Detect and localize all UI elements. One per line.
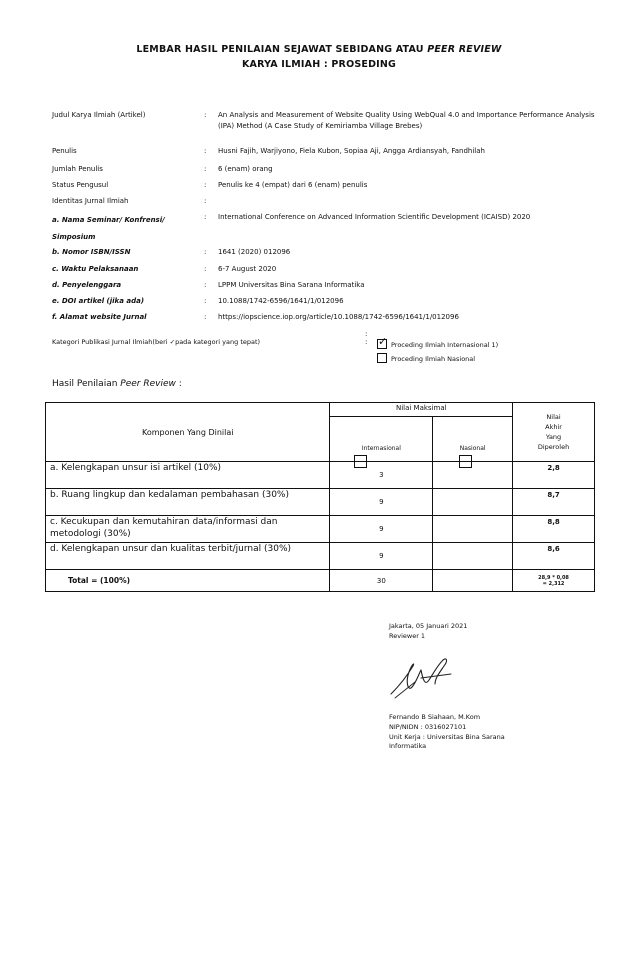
kategori-option-nasional: Proceding Ilmiah Nasional bbox=[391, 355, 476, 363]
grade-table bbox=[45, 402, 595, 592]
checkbox-internasional[interactable] bbox=[377, 335, 388, 349]
table-row: b. Ruang lingkup dan kedalaman pembahasan (30%) 9 8,7 bbox=[46, 489, 595, 516]
reviewer-unit-cont: Informatika bbox=[389, 742, 427, 750]
reviewer-nip: NIP/NIDN : 0316027101 bbox=[389, 723, 467, 731]
box-internasional bbox=[354, 455, 367, 468]
checkbox-nasional[interactable] bbox=[377, 353, 387, 363]
handwritten-signature bbox=[385, 652, 465, 702]
signature-role: Reviewer 1 bbox=[389, 632, 426, 640]
document-title-line1: LEMBAR HASIL PENILAIAN SEJAWAT SEBIDANG ATAU PEER REVIEW bbox=[136, 44, 502, 55]
header-komponen: Komponen Yang Dinilai bbox=[46, 403, 330, 462]
table-row: d. Kelengkapan unsur dan kualitas terbit/jurnal (30%) 9 8,6 bbox=[46, 543, 595, 570]
reviewer-name: Fernando B Siahaan, M.Kom bbox=[389, 713, 481, 721]
checkmark-icon: ✓ bbox=[378, 335, 388, 348]
kategori-option-internasional: Proceding Ilmiah Internasional 1) bbox=[391, 341, 499, 349]
document-title-line2: KARYA ILMIAH : PROSEDING bbox=[241, 59, 397, 70]
hasil-heading: Hasil Penilaian Peer Review : bbox=[52, 379, 182, 389]
header-internasional: Internasional bbox=[330, 417, 433, 462]
table-row: a. Kelengkapan unsur isi artikel (10%) 3 2,8 bbox=[46, 462, 595, 489]
signature-place-date: Jakarta, 05 Januari 2021 bbox=[389, 622, 468, 630]
table-row: c. Kecukupan dan kemutahiran data/informasi dan metodologi (30%) 9 8,8 bbox=[46, 516, 595, 543]
document-page: LEMBAR HASIL PENILAIAN SEJAWAT SEBIDANG ATAU PEER REVIEW KARYA ILMIAH : PROSEDING Judul Karya Ilmiah (Artikel) : An Analysis and Measurement of Website Quality Using WebQual 4.0 and Importance Performance Analysis (IPA) Method (A Case Study of Kemiriamba Village Brebes) Penulis : Husni Fajih, Warjiyono, Fiela Kubon, Sopiaa Aji, Angga Ardiansyah, Fandhilah Jumlah Penulis : 6 (enam) orang Status Pengusul : Penulis ke 4 (empat) dari 6 (enam) penulis Identitas Jurnal Ilmiah : a. Nama Seminar/ Konfrensi/ Simposium : International Conference on Advanced Information Scientific Development (ICAISD) 2020 b. Nomor ISBN/ISSN : 1641 (2020) 012096 c. Waktu Pelaksanaan : 6-7 August 2020 d. Penyelenggara : LPPM Universitas Bina Sarana Informatika e. DOI artikel (jika ada) : 10.1088/1742-6596/1641/1/012096 f. Alamat website Jurnal : https://iopscience.iop.org/article/10.1088/1742-6596/1641/1/012096 Kategori Publikasi Jurnal Ilmiah(beri ✓pada kategori yang tepat) : : ✓ Proceding Ilmiah Internasional 1) Proceding Ilmiah Nasional Hasil Penilaian Peer Review : Komponen Yang Dinilai Nilai Maksimal Nilai Akhir Yang Diperoleh Internasional Nasional a. Kelengkapan unsur isi artikel (10%) 3 2,8 b. Ruang lingkup dan kedalaman pembahasan (30%) 9 8,7 c. Kecukupan dan kemutahiran data/informasi dan metodologi (30%) 9 8,8 d. Kelengkapan unsur dan kualitas terbit/jurnal (30%) 9 8,6 Total = (100%) 30 28,9 * 0,08 = 2,312 Jakarta, 05 Januari 2021 Reviewer 1 Fernando B Siahaan, M.Kom NIP/NIDN : 0316027101 Unit Kerja : Universitas Bina Sarana Informatika bbox=[0, 0, 638, 975]
header-nasional: Nasional bbox=[433, 417, 513, 462]
header-nilai-maksimal: Nilai Maksimal bbox=[330, 403, 513, 417]
reviewer-unit: Unit Kerja : Universitas Bina Sarana bbox=[389, 733, 505, 741]
header-nilai-akhir: Nilai Akhir Yang Diperoleh bbox=[513, 403, 595, 462]
kategori-colon: : : bbox=[365, 330, 368, 346]
kategori-label: Kategori Publikasi Jurnal Ilmiah(beri ✓pada kategori yang tepat) bbox=[52, 338, 261, 346]
table-row-total: Total = (100%) 30 28,9 * 0,08 = 2,312 bbox=[46, 570, 595, 592]
box-nasional bbox=[459, 455, 472, 468]
